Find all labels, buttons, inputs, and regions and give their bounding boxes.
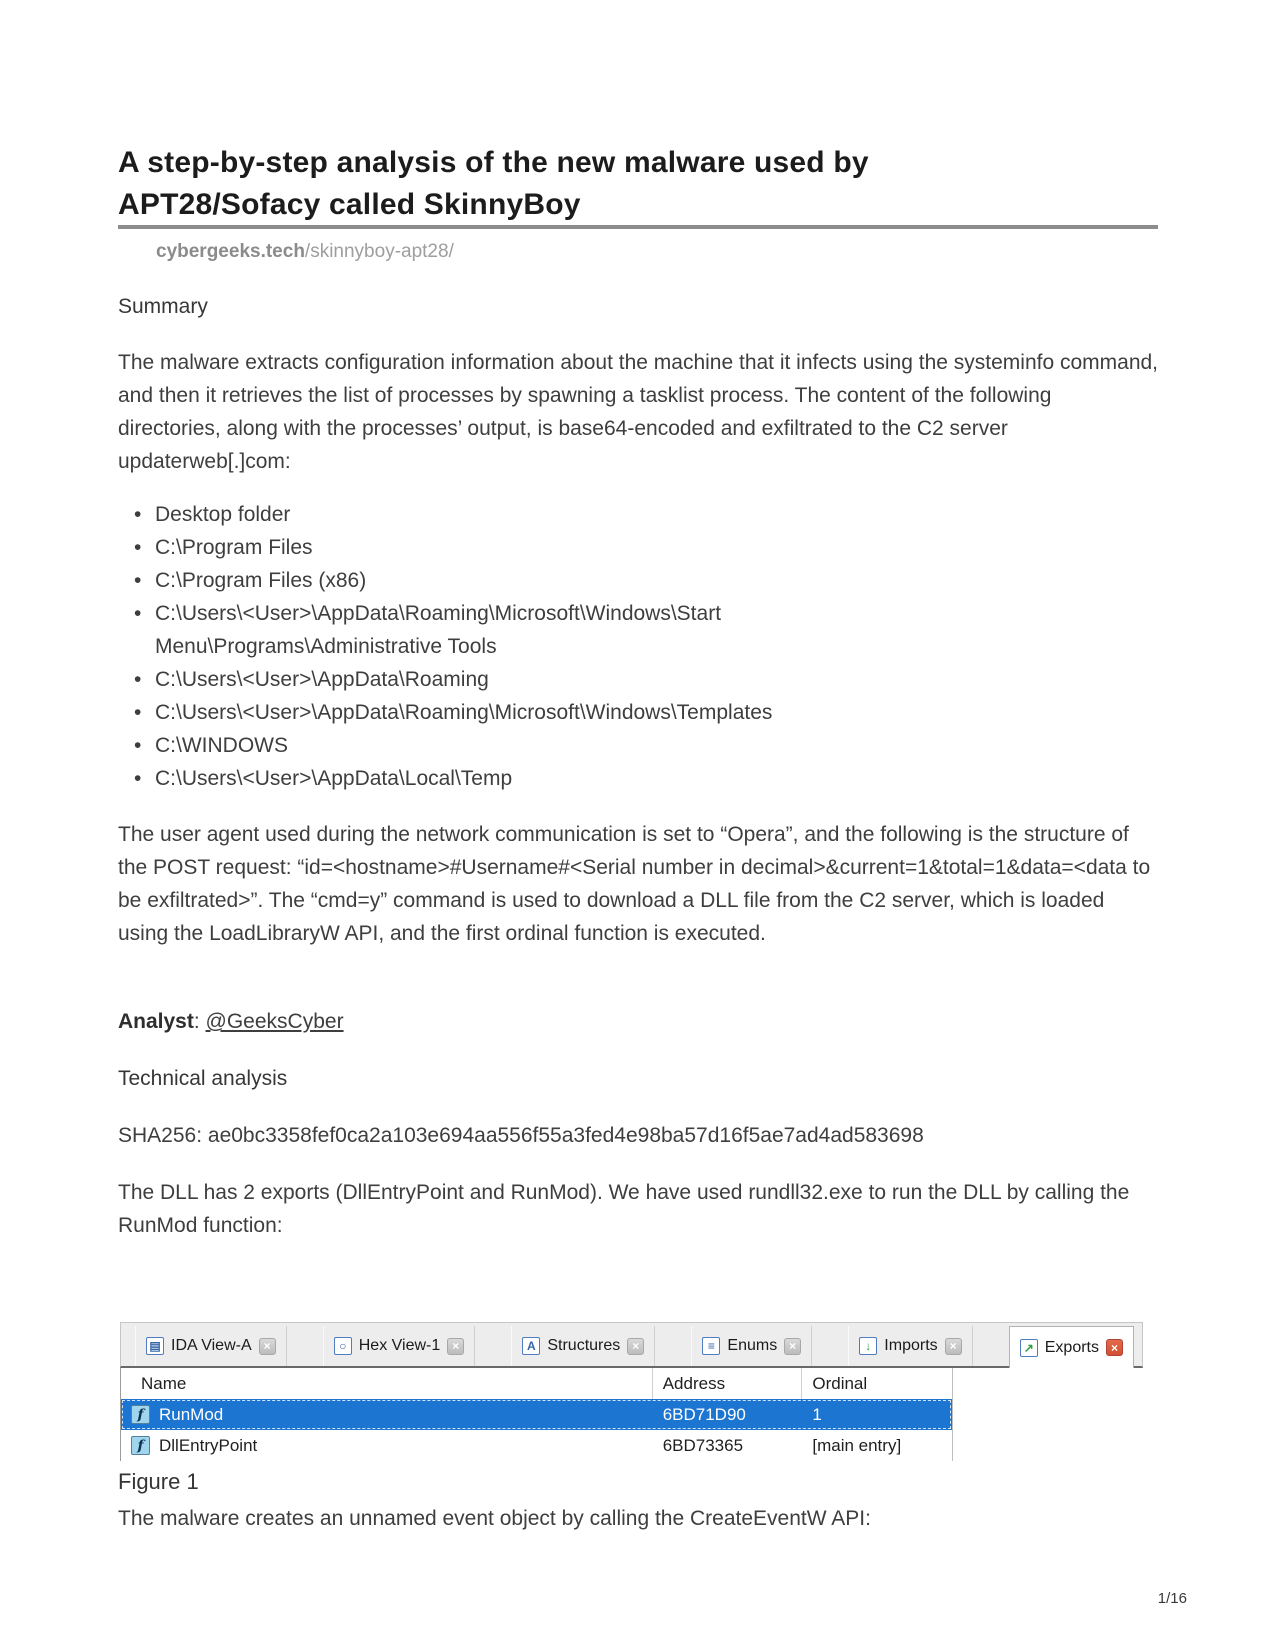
source-domain: cybergeeks.tech — [156, 241, 305, 262]
source-url — [156, 241, 454, 263]
column-header-ordinal[interactable]: Ordinal — [812, 1373, 868, 1393]
list-item: • C:\Users\<User>\AppData\Local\Temp — [118, 762, 1123, 795]
technical-analysis-heading: Technical analysis — [118, 1067, 288, 1090]
export-ordinal: 1 — [812, 1404, 822, 1424]
close-icon[interactable]: × — [945, 1338, 962, 1355]
analyst-separator: : — [193, 1010, 206, 1033]
paragraph-useragent: The user agent used during the network communication is set to “Opera”, and the following is the structure of the POST request: “id=<hostname>#Username#<Serial number in decimal>&current=1&total=1&data=<data to be exfiltrated>”. The “cmd=y” command is used to download a DLL file from the C2 server, which is loaded using the LoadLibraryW API, and the first ordinal function is executed. — [118, 823, 1151, 945]
list-item: • Desktop folder — [118, 498, 1123, 531]
column-header-name[interactable]: Name — [141, 1373, 187, 1393]
table-row[interactable] — [121, 1430, 952, 1461]
hex-view-icon: ○ — [334, 1337, 352, 1355]
tab-enums[interactable] — [691, 1326, 812, 1366]
close-icon[interactable]: × — [259, 1338, 276, 1355]
tab-label: Imports — [884, 1337, 938, 1354]
tab-label: IDA View-A — [171, 1337, 252, 1354]
sha256-line: SHA256: ae0bc3358fef0ca2a103e694aa556f55a3fed4e98ba57d16f5ae7ad4ad583698 — [118, 1124, 924, 1147]
exports-table — [120, 1368, 953, 1461]
close-icon[interactable]: × — [627, 1338, 644, 1355]
title-divider — [118, 225, 1158, 229]
close-icon[interactable]: × — [784, 1338, 801, 1355]
list-item: • C:\Program Files (x86) — [118, 564, 1123, 597]
summary-heading: Summary — [118, 295, 208, 318]
enums-icon: ≡ — [702, 1337, 720, 1355]
list-item: • C:\Users\<User>\AppData\Roaming\Microsoft\Windows\Start Menu\Programs\Administrative Tools — [118, 597, 838, 663]
export-name: DllEntryPoint — [159, 1435, 258, 1455]
page-number: 1/16 — [1157, 1590, 1187, 1607]
list-item: • C:\Users\<User>\AppData\Roaming\Microsoft\Windows\Templates — [118, 696, 1123, 729]
tab-label: Enums — [727, 1337, 778, 1354]
close-icon[interactable]: × — [447, 1338, 464, 1355]
close-icon[interactable]: × — [1106, 1339, 1123, 1356]
figure-caption: Figure 1 — [118, 1469, 199, 1494]
imports-icon: ↓ — [859, 1337, 877, 1355]
paragraph-createevent: The malware creates an unnamed event object by calling the CreateEventW API: — [118, 1507, 871, 1530]
table-header-row — [121, 1368, 952, 1399]
tab-exports[interactable] — [1009, 1326, 1134, 1368]
export-ordinal: [main entry] — [812, 1435, 902, 1455]
paragraph-exports: The DLL has 2 exports (DllEntryPoint and RunMod). We have used rundll32.exe to run the DLL by calling the RunMod function: — [118, 1181, 1130, 1237]
tab-hex-view-1[interactable] — [323, 1326, 476, 1366]
export-address: 6BD73365 — [662, 1435, 744, 1455]
table-row[interactable] — [121, 1399, 952, 1430]
tab-ida-view-a[interactable] — [135, 1326, 287, 1366]
ida-view-icon: ▤ — [146, 1337, 164, 1355]
function-icon: f — [131, 1405, 150, 1424]
list-item: • C:\Program Files — [118, 531, 1123, 564]
list-item: • C:\Users\<User>\AppData\Roaming — [118, 663, 1123, 696]
function-icon: f — [131, 1436, 150, 1455]
column-header-address[interactable]: Address — [653, 1368, 803, 1399]
ida-exports-screenshot — [120, 1322, 1143, 1463]
analyst-line — [118, 1005, 1158, 1038]
ida-tab-bar — [120, 1322, 1143, 1368]
structures-icon: A — [522, 1337, 540, 1355]
tab-label: Hex View-1 — [358, 1337, 441, 1354]
tab-structures[interactable] — [511, 1326, 655, 1366]
export-address: 6BD71D90 — [662, 1404, 746, 1424]
analyst-label: Analyst — [118, 1010, 194, 1033]
analyst-handle-link[interactable]: @GeeksCyber — [205, 1010, 344, 1033]
tab-label: Structures — [547, 1337, 621, 1354]
tab-imports[interactable] — [848, 1326, 972, 1366]
source-path: /skinnyboy-apt28/ — [304, 241, 454, 262]
list-item: • C:\WINDOWS — [118, 729, 1123, 762]
export-name: RunMod — [159, 1404, 224, 1424]
article-title: A step-by-step analysis of the new malware used by APT28/Sofacy called SkinnyBoy — [118, 146, 869, 222]
exports-icon: ↗ — [1020, 1339, 1038, 1357]
directory-list — [118, 498, 1123, 795]
paragraph-summary: The malware extracts configuration information about the machine that it infects using the systeminfo command, and then it retrieves the list of processes by spawning a tasklist process. The content of the following directories, along with the processes’ output, is base64-encoded and exfiltrated to the C2 server updaterweb[.]com: — [118, 351, 1159, 473]
tab-label: Exports — [1044, 1338, 1099, 1356]
